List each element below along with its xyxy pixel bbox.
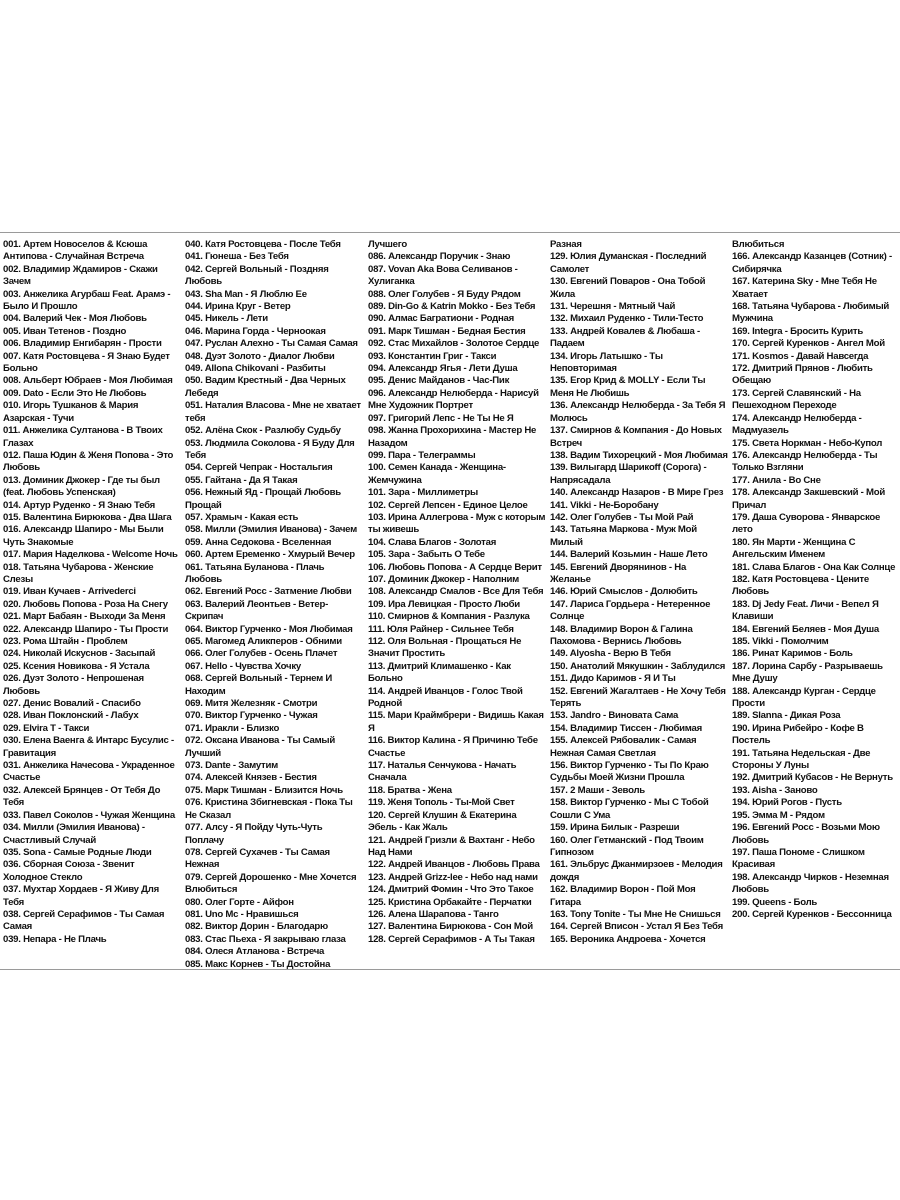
track-entry: 048. Дуэт Золото - Диалог Любви	[185, 350, 335, 362]
track-entry: 138. Вадим Тихорецкий - Моя Любимая	[550, 449, 728, 461]
track-entry: 113. Дмитрий Климашенко - Как Больно	[368, 660, 511, 685]
tracklist-sheet	[0, 232, 900, 970]
track-entry: 061. Татьяна Буланова - Плачь Любовь	[185, 561, 325, 585]
track-entry: 079. Сергей Дорошенко - Мне Хочется Влюбиться	[185, 871, 357, 896]
track-entry: 117. Наталья Сенчукова - Начать Сначала	[368, 760, 517, 784]
track-entry: 056. Нежный Яд - Прощай Любовь Прощай	[185, 487, 341, 511]
track-entry: 134. Игорь Латышко - Ты Неповторимая	[550, 350, 663, 375]
track-entry: 186. Ринат Каримов - Боль	[732, 648, 853, 660]
track-entry: 047. Руслан Алехно - Ты Самая Самая	[185, 338, 358, 350]
track-entry: 159. Ирина Билык - Разреши	[550, 822, 680, 834]
track-entry: 015. Валентина Бирюкова - Два Шага	[3, 511, 172, 523]
track-entry: 014. Артур Руденко - Я Знаю Тебя	[3, 499, 155, 511]
track-entry: 090. Алмас Багратиони - Родная	[368, 313, 514, 325]
track-entry: 054. Сергей Чепрак - Ностальгия	[185, 462, 333, 474]
track-entry: 044. Ирина Круг - Ветер	[185, 301, 291, 313]
track-entry: 180. Ян Марти - Женщина С Ангельским Именем	[732, 536, 856, 561]
track-entry: 160. Олег Гетманский - Под Твоим Гипнозом	[550, 834, 704, 858]
track-entry: 106. Любовь Попова - А Сердце Верит	[368, 561, 542, 573]
track-entry: 153. Jandro - Виновата Сама	[550, 710, 679, 722]
track-entry: 051. Наталия Власова - Мне не хватает тебя	[185, 400, 361, 424]
track-entry: 179. Даша Суворова - Январское лето	[732, 511, 881, 536]
track-entry: 112. Оля Вольная - Прощаться Не Значит Простить	[368, 636, 522, 660]
track-entry: 136. Александр Нелюберда - За Тебя Я Молюсь	[550, 400, 726, 424]
track-entry: 193. Aisha - Заново	[732, 784, 818, 796]
track-entry: 151. Дидо Каримов - Я И Ты	[550, 673, 676, 685]
tracklist-column-5	[732, 239, 900, 921]
track-entry: 154. Владимир Тиссен - Любимая	[550, 722, 702, 734]
track-entry: 130. Евгений Поваров - Она Тобой Жила	[550, 276, 706, 300]
track-entry: Лучшего	[368, 239, 407, 250]
track-entry: 143. Татьяна Маркова - Муж Мой Милый	[550, 524, 697, 548]
track-entry: 017. Мария Наделкова - Welcome Ночь	[3, 549, 178, 561]
track-entry: 060. Артем Еременко - Хмурый Вечер	[185, 549, 355, 561]
track-entry: 107. Доминик Джокер - Наполним	[368, 573, 520, 585]
track-entry: 092. Стас Михайлов - Золотое Сердце	[368, 338, 540, 350]
track-entry: 104. Слава Благов - Золотая	[368, 536, 497, 548]
track-entry: 161. Эльбрус Джанмирзоев - Мелодия дождя	[550, 859, 723, 883]
track-entry: 177. Анила - Во Сне	[732, 474, 821, 486]
track-entry: 145. Евгений Дворянинов - На Желанье	[550, 561, 687, 585]
track-entry: 024. Николай Искуснов - Засыпай	[3, 648, 156, 660]
track-entry: 120. Сергей Клушин & Екатерина Эбель - Как Жаль	[368, 809, 517, 834]
track-entry: Влюбиться	[732, 239, 785, 250]
track-entry: 057. Храмыч - Какая есть	[185, 511, 299, 523]
track-entry: 037. Мухтар Хордаев - Я Живу Для Тебя	[3, 884, 159, 908]
track-entry: 110. Смирнов & Компания - Разлука	[368, 611, 530, 623]
track-entry: 133. Андрей Ковалев & Любаша - Падаем	[550, 325, 700, 350]
track-entry: 188. Александр Курган - Сердце Прости	[732, 685, 876, 710]
track-entry: 098. Жанна Прохорихина - Мастер Не Назадом	[368, 425, 537, 449]
track-entry: 078. Сергей Сухачев - Ты Самая Нежная	[185, 846, 330, 871]
track-entry: 123. Андрей Grizz-lee - Небо над нами	[368, 871, 538, 883]
track-entry: 118. Братва - Жена	[368, 784, 452, 796]
track-entry: 163. Tony Tonite - Ты Мне Не Снишься	[550, 908, 721, 920]
tracklist-column-1	[3, 239, 179, 946]
track-entry: 081. Uno Mc - Нравишься	[185, 908, 299, 920]
track-entry: 059. Анна Седокова - Вселенная	[185, 536, 332, 548]
track-entry: 095. Денис Майданов - Час-Пик	[368, 375, 510, 387]
track-entry: 016. Александр Шапиро - Мы Были Чуть Знакомые	[3, 524, 164, 548]
track-entry: 199. Queens - Боль	[732, 896, 818, 908]
track-entry: 062. Евгений Росс - Затмение Любви	[185, 586, 352, 598]
track-entry: 075. Марк Тишман - Близится Ночь	[185, 784, 343, 796]
track-entry: Разная	[550, 239, 582, 250]
track-entry: 109. Ира Левицкая - Просто Люби	[368, 598, 520, 610]
track-entry: 031. Анжелика Начесова - Украденное Счастье	[3, 760, 175, 784]
track-entry: 002. Владимир Ждамиров - Скажи Зачем	[3, 263, 158, 288]
track-entry: 146. Юрий Смыслов - Долюбить	[550, 586, 698, 598]
track-entry: 045. Никель - Лети	[185, 313, 268, 325]
track-entry: 172. Дмитрий Прянов - Любить Обещаю	[732, 363, 873, 387]
track-entry: 157. 2 Маши - Зеволь	[550, 784, 645, 796]
track-entry: 008. Альберт Юбраев - Моя Любимая	[3, 375, 173, 387]
track-entry: 147. Лариса Гордьера - Нетеренное Солнце	[550, 598, 711, 623]
track-entry: 046. Марина Горда - Черноокая	[185, 325, 326, 337]
track-entry: 063. Валерий Леонтьев - Ветер-Скрипач	[185, 598, 329, 623]
track-entry: 032. Алексей Брянцев - От Тебя До Тебя	[3, 784, 161, 809]
track-entry: 091. Марк Тишман - Бедная Бестия	[368, 325, 526, 337]
track-entry: 097. Григорий Лепс - Не Ты Не Я	[368, 412, 514, 424]
track-entry: 190. Ирина Рибейро - Кофе В Постель	[732, 722, 864, 747]
track-entry: 084. Олеся Атланова - Встреча	[185, 946, 325, 958]
track-entry: 093. Константин Григ - Такси	[368, 350, 497, 362]
track-entry: 182. Катя Ростовцева - Цените Любовь	[732, 573, 869, 598]
track-entry: 173. Сергей Славянский - На Пешеходном Переходе	[732, 387, 861, 412]
track-entry: 175. Света Норкман - Небо-Купол	[732, 437, 883, 449]
track-entry: 101. Зара - Миллиметры	[368, 487, 478, 499]
track-entry: 197. Паша Пономе - Слишком Красивая	[732, 846, 865, 871]
track-entry: 171. Kosmos - Давай Навсегда	[732, 350, 869, 362]
track-entry: 011. Анжелика Султанова - В Твоих Глазах	[3, 425, 163, 449]
track-entry: 102. Сергей Лепсен - Единое Целое	[368, 499, 528, 511]
track-entry: 066. Олег Голубев - Осень Плачет	[185, 648, 338, 660]
track-entry: 018. Татьяна Чубарова - Женские Слезы	[3, 561, 154, 585]
track-entry: 105. Зара - Забыть О Тебе	[368, 549, 485, 561]
track-entry: 100. Семен Канада - Женщина-Жемчужина	[368, 462, 506, 486]
track-entry: 070. Виктор Гурченко - Чужая	[185, 710, 318, 722]
track-entry: 185. Vikki - Помолчим	[732, 636, 829, 647]
track-entry: 068. Сергей Вольный - Тернем И Находим	[185, 673, 333, 697]
track-entry: 125. Кристина Орбакайте - Перчатки	[368, 896, 532, 908]
track-entry: 141. Vikki - Не-Боробану	[550, 499, 659, 511]
track-entry: 181. Слава Благов - Она Как Солнце	[732, 561, 896, 573]
track-entry: 184. Евгений Беляев - Моя Душа	[732, 623, 880, 635]
track-entry: 162. Владимир Ворон - Пой Моя Гитара	[550, 884, 696, 908]
track-entry: 035. Sona - Самые Родные Люди	[3, 846, 152, 858]
track-entry: 055. Гайтана - Да Я Такая	[185, 474, 298, 486]
track-entry: 099. Пара - Телеграммы	[368, 449, 476, 461]
track-entry: 020. Любовь Попова - Роза На Снегу	[3, 598, 168, 610]
track-entry: 183. Dj Jedy Feat. Личи - Вепел Я Клавиши	[732, 598, 879, 623]
track-entry: 042. Сергей Вольный - Поздняя Любовь	[185, 263, 329, 288]
track-entry: 122. Андрей Иванцов - Любовь Права	[368, 859, 540, 871]
track-entry: 139. Вилыгард Шарикoff (Сорoга) - Напрясадала	[550, 462, 707, 486]
track-entry: 192. Дмитрий Кубасов - Не Вернуть	[732, 772, 893, 784]
tracklist-column-3	[368, 239, 546, 946]
track-entry: 168. Татьяна Чубарова - Любимый Мужчина	[732, 301, 890, 325]
track-entry: 176. Александр Нелюберда - Ты Только Взгляни	[732, 449, 878, 474]
track-entry: 080. Олег Горте - Айфон	[185, 896, 294, 908]
track-entry: 025. Ксения Новикова - Я Устала	[3, 660, 150, 672]
tracklist-column-2	[185, 239, 363, 971]
track-entry: 195. Эмма М - Рядом	[732, 809, 825, 821]
track-entry: 088. Олег Голубев - Я Буду Рядом	[368, 288, 521, 300]
track-entry: 074. Алексей Князев - Бестия	[185, 772, 317, 784]
track-entry: 198. Александр Чирков - Неземная Любовь	[732, 871, 889, 896]
track-entry: 121. Андрей Гризли & Вахтанг - Небо Над Нами	[368, 834, 535, 858]
track-entry: 165. Вероника Андроева - Хочется	[550, 933, 706, 945]
track-entry: 200. Сергей Куренков - Бессонница	[732, 908, 892, 920]
track-entry: 164. Сергей Вписон - Устал Я Без Тебя	[550, 921, 723, 933]
track-entry: 103. Ирина Аллегрова - Муж с которым ты живешь	[368, 511, 546, 536]
track-entry: 086. Александр Поручик - Знаю	[368, 251, 511, 263]
track-entry: 127. Валентина Бирюкова - Сон Мой	[368, 921, 533, 933]
track-entry: 194. Юрий Рогов - Пусть	[732, 797, 842, 809]
track-entry: 064. Виктор Гурченко - Моя Любимая	[185, 623, 353, 635]
track-entry: 036. Сборная Союза - Звенит Холодное Стекло	[3, 859, 135, 883]
track-entry: 076. Кристина Збигневская - Пока Ты Не Сказал	[185, 797, 353, 821]
track-entry: 026. Дуэт Золото - Непрошеная Любовь	[3, 673, 144, 697]
track-entry: 028. Иван Поклонский - Лабух	[3, 710, 139, 722]
track-entry: 040. Катя Ростовцева - После Тебя	[185, 239, 341, 250]
track-entry: 167. Катерина Sky - Мне Тебя Не Хватает	[732, 276, 877, 300]
track-entry: 010. Игорь Тушканов & Мария Азарская - Тучи	[3, 400, 139, 424]
track-entry: 041. Гюнеша - Без Тебя	[185, 251, 289, 263]
track-entry: 013. Доминик Джокер - Где ты был (feat. Любовь Успенская)	[3, 474, 160, 499]
track-entry: 126. Алена Шарапова - Танго	[368, 908, 499, 920]
track-entry: 155. Алексей Рябовалик - Самая Нежная Самая Светлая	[550, 735, 697, 759]
track-entry: 012. Паша Юдин & Женя Попова - Это Любовь	[3, 449, 174, 474]
track-entry: 158. Виктор Гурченко - Мы С Тобой Сошли С Ума	[550, 797, 709, 821]
track-entry: 149. Alyosha - Верю В Тебя	[550, 648, 671, 660]
track-entry: 072. Оксана Иванова - Ты Самый Лучший	[185, 735, 336, 759]
track-entry: 073. Dante - Замутим	[185, 760, 278, 772]
track-entry: 170. Сергей Куренков - Ангел Мой	[732, 338, 885, 350]
track-entry: 006. Владимир Енгибарян - Прости	[3, 338, 162, 350]
track-entry: 067. Hello - Чувства Хочку	[185, 660, 301, 672]
tracklist-column-4	[550, 239, 728, 946]
track-entry: 049. Allona Chikovani - Разбиты	[185, 363, 326, 375]
track-entry: 124. Дмитрий Фомин - Что Это Такое	[368, 884, 534, 896]
track-entry: 137. Смирнов & Компания - До Новых Встреч	[550, 425, 722, 449]
track-entry: 144. Валерий Козьмин - Наше Лето	[550, 549, 708, 561]
track-entry: 142. Олег Голубев - Ты Мой Рай	[550, 511, 694, 523]
track-entry: 132. Михаил Руденко - Тили-Тесто	[550, 313, 704, 325]
track-entry: 027. Денис Вовалий - Спасибо	[3, 698, 141, 710]
track-entry: 129. Юлия Думанская - Последний Самолет	[550, 251, 707, 275]
track-entry: 083. Стас Пьеха - Я закрываю глаза	[185, 933, 346, 945]
track-entry: 052. Алёна Скок - Разлюбу Судьбу	[185, 425, 341, 437]
track-entry: 050. Вадим Крестный - Два Черных Лебедя	[185, 375, 346, 399]
track-entry: 087. Vovan Aka Вова Селиванов - Хулиганка	[368, 263, 518, 288]
track-entry: 140. Александр Назаров - В Мире Грез	[550, 487, 724, 499]
track-entry: 022. Александр Шапиро - Ты Прости	[3, 623, 169, 635]
track-entry: 085. Макс Корнев - Ты Достойна	[185, 958, 331, 970]
track-entry: 115. Мари Краймбрери - Видишь Какая Я	[368, 710, 544, 734]
track-entry: 021. Март Бабаян - Выходи За Меня	[3, 611, 166, 623]
track-entry: 001. Артем Новоселов & Ксюша Антипова - Случайная Встреча	[3, 239, 148, 263]
track-entry: 108. Александр Смалов - Все Для Тебя	[368, 586, 544, 598]
track-entry: 030. Елена Ваенга & Интарс Бусулис - Гравитация	[3, 735, 175, 759]
track-entry: 003. Анжелика Агурбаш Feat. Арамэ - Было И Прошло	[3, 288, 171, 313]
track-entry: 114. Андрей Иванцов - Голос Твой Родной	[368, 685, 523, 710]
track-entry: 131. Черешня - Мятный Чай	[550, 301, 676, 313]
track-entry: 111. Юля Райнер - Сильнее Тебя	[368, 623, 514, 635]
track-entry: 004. Валерий Чек - Моя Любовь	[3, 313, 147, 325]
track-entry: 007. Катя Ростовцева - Я Знаю Будет Больно	[3, 350, 170, 375]
track-entry: 128. Сергей Серафимов - А Ты Такая	[368, 933, 535, 945]
track-entry: 009. Dato - Если Это Не Любовь	[3, 387, 147, 399]
track-entry: 187. Лорина Сарбу - Разрываешь Мне Душу	[732, 660, 883, 685]
track-entry: 069. Митя Железняк - Смотри	[185, 698, 318, 710]
track-entry: 119. Женя Тополь - Ты-Мой Свет	[368, 797, 515, 809]
track-entry: 033. Павел Соколов - Чужая Женщина	[3, 809, 175, 821]
track-entry: 019. Иван Кучаев - Arrivederci	[3, 586, 136, 598]
track-entry: 029. Elvira T - Такси	[3, 722, 90, 734]
track-entry: 178. Александр Закшевский - Мой Причал	[732, 487, 886, 511]
track-entry: 135. Егор Крид & MOLLY - Если Ты Меня Не Любишь	[550, 375, 706, 399]
track-entry: 174. Александр Нелюберда - Мадмуазель	[732, 412, 862, 437]
track-entry: 077. Алсу - Я Пойду Чуть-Чуть Поплачу	[185, 822, 323, 846]
track-entry: 082. Виктор Дорин - Благодарю	[185, 921, 328, 933]
track-entry: 189. Slanna - Дикая Роза	[732, 710, 841, 722]
track-entry: 150. Анатолий Мякушкин - Заблудился	[550, 660, 726, 672]
track-entry: 191. Татьяна Недельская - Две Стороны У Луны	[732, 747, 871, 772]
track-entry: 005. Иван Тетенов - Поздно	[3, 325, 127, 337]
track-entry: 148. Владимир Ворон & Галина Пахомова - Вернись Любовь	[550, 623, 693, 647]
track-entry: 094. Александр Ягья - Лети Душа	[368, 363, 518, 375]
track-entry: 038. Сергей Серафимов - Ты Самая Самая	[3, 908, 165, 933]
track-entry: 096. Александр Нелюберда - Нарисуй Мне Художник Портрет	[368, 387, 539, 412]
track-entry: 023. Рома Штайн - Проблем	[3, 636, 128, 647]
track-entry: 169. Integra - Бросить Курить	[732, 325, 864, 337]
track-entry: 039. Непара - Не Плачь	[3, 933, 107, 945]
track-entry: 058. Милли (Эмилия Иванова) - Зачем	[185, 524, 357, 536]
track-entry: 089. Din-Go & Katrin Mokko - Без Тебя	[368, 301, 536, 313]
track-entry: 053. Людмила Соколова - Я Буду Для Тебя	[185, 437, 355, 461]
track-entry: 071. Иракли - Близко	[185, 722, 280, 734]
track-entry: 043. Sha Man - Я Люблю Ее	[185, 288, 307, 300]
track-entry: 065. Магомед Аликперов - Обними	[185, 636, 342, 647]
track-entry: 152. Евгений Жагалтаев - Не Хочу Тебя Терять	[550, 685, 726, 710]
track-entry: 166. Александр Казанцев (Сотник) - Сибирячка	[732, 251, 892, 275]
track-entry: 196. Евгений Росс - Возьми Мою Любовь	[732, 822, 880, 846]
track-entry: 034. Милли (Эмилия Иванова) - Счастливый Случай	[3, 822, 145, 846]
track-entry: 116. Виктор Калина - Я Причиню Тебе Счастье	[368, 735, 538, 759]
track-entry: 156. Виктор Гурченко - Ты По Краю Судьбы Моей Жизни Прошла	[550, 760, 709, 784]
